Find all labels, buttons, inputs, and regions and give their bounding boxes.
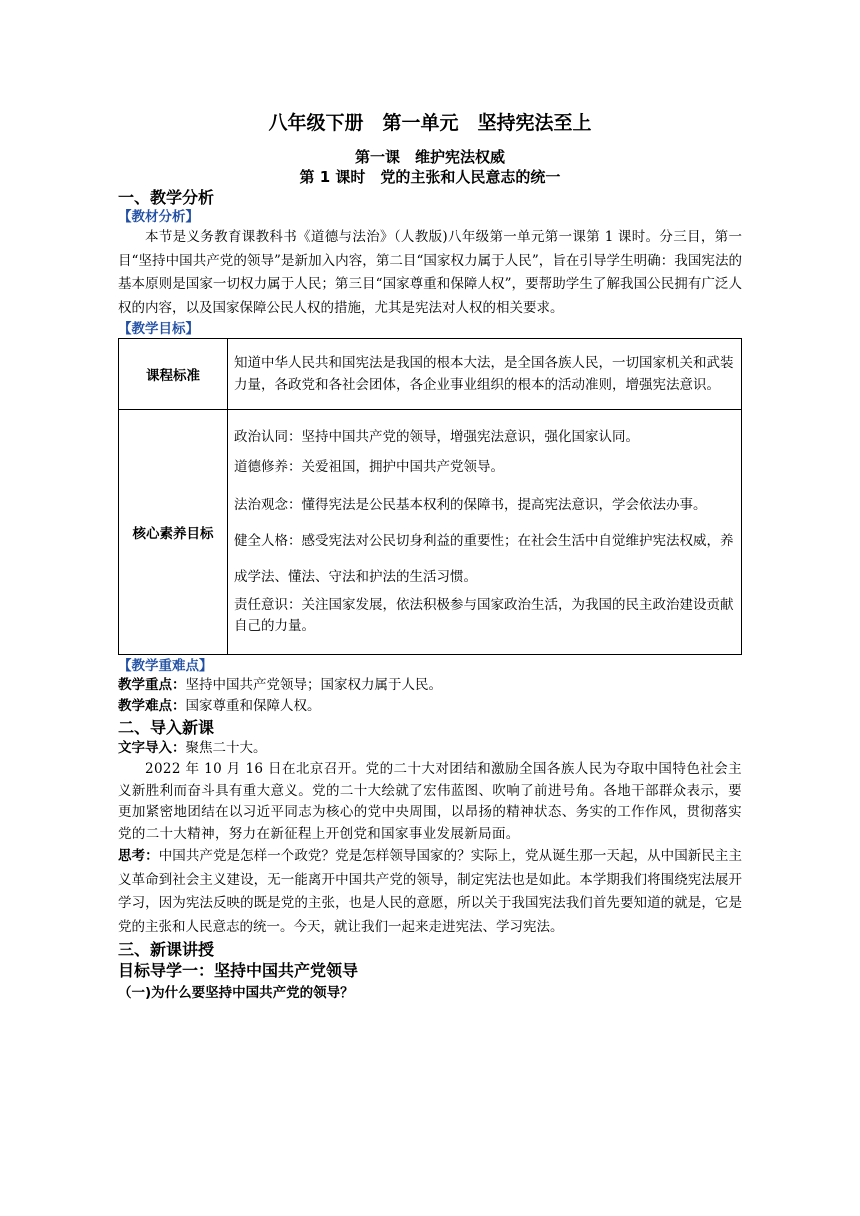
table-row [119,339,742,410]
section-heading-analysis: 一、教学分析 [118,188,215,207]
core-goal-responsibility: 责任意识：关注国家发展，依法积极参与国家政治生活，为我国的民主政治建设贡献自己的力量。 [234,597,734,634]
teaching-focus-label: 教学重点： [118,677,186,693]
teaching-focus-text: 坚持中国共产党领导；国家权力属于人民。 [185,677,442,693]
teaching-difficulty-text: 国家尊重和保障人权。 [185,698,321,714]
core-literacy-label: 核心素养目标 [119,410,228,655]
section-heading-new-lesson: 三、新课讲授 [118,940,215,959]
text-intro-label: 文字导入： [118,740,186,756]
think-text: 中国共产党是怎样一个政党？党是怎样领导国家的？实际上，党从诞生那一天起，从中国新民主主义革命到社会主义建设，无一能离开中国共产党的领导，制定宪法也是如此。本学期我们将围绕宪法展开学习，因为宪法反映的既是党的主张，也是人民的意愿，所以关于我国宪法我们首先要知道的就是，它是党的主张和人民意志的统一。今天，就让我们一起来走进宪法、学习宪法。 [118,848,743,935]
page-title: 八年级下册 第一单元 坚持宪法至上 [268,112,592,134]
period-title: 第 1 课时 党的主张和人民意志的统一 [299,168,561,186]
news-paragraph: 2022 年 10 月 16 日在北京召开。党的二十大对团结和激励全国各族人民为夺取中国特色社会主义新胜利而奋斗具有重大意义。党的二十大绘就了宏伟蓝图、吹响了前进号角。各地干部群众表示，要更加紧密地团结在以习近平同志为核心的党中央周围，以昂扬的精神状态、务实的工作作风，贯彻落实党的二十大精神，努力在新征程上开创党和国家事业发展新局面。 [118,761,742,842]
core-goal-moral: 道德修养：关爱祖国，拥护中国共产党领导。 [234,459,504,475]
table-row [119,410,742,655]
think-label: 思考： [118,848,159,864]
textbook-analysis-tag: 【教材分析】 [118,209,199,225]
goal-heading-1: 目标导学一：坚持中国共产党领导 [118,961,359,980]
textbook-analysis-text: 本节是义务教育课教科书《道德与法治》（人教版)八年级第一单元第一课第 1 课时。分三目，第一目“坚持中国共产党的领导”是新加入内容，第二目“国家权力属于人民”，旨在引导学生明确：我国宪法的基本原则是国家一切权力属于人民；第三目“国家尊重和保障人权”，要帮助学生了解我国公民拥有广泛人权的内容，以及国家保障公民人权的措施，尤其是宪法对人权的相关要求。 [118,229,742,316]
core-goal-legal: 法治观念：懂得宪法是公民基本权利的保障书，提高宪法意识，学会依法办事。 [234,497,707,513]
think-paragraph [118,845,742,939]
document-page [118,110,742,1004]
curriculum-standard-label: 课程标准 [119,339,228,410]
curriculum-standard-text: 知道中华人民共和国宪法是我国的根本大法，是全国各族人民，一切国家机关和武装力量，各政党和各社会团体，各企业事业组织的根本的活动准则，增强宪法意识。 [228,339,742,410]
question-heading-1: （一)为什么要坚持中国共产党的领导？ [118,985,354,1001]
teaching-difficulty-label: 教学难点： [118,698,186,714]
core-literacy-cell [228,410,742,655]
core-goal-political: 政治认同：坚持中国共产党的领导，增强宪法意识，强化国家认同。 [234,429,639,445]
key-points-tag: 【教学重难点】 [118,658,213,674]
teaching-goals-table [118,338,742,655]
text-intro-value: 聚焦二十大。 [185,740,267,756]
lesson-title: 第一课 维护宪法权威 [354,148,505,166]
teaching-goals-tag: 【教学目标】 [118,321,199,337]
section-heading-intro: 二、导入新课 [118,718,215,737]
core-goal-personality: 健全人格：感受宪法对公民切身利益的重要性；在社会生活中自觉维护宪法权威，养成学法、懂法、守法和护法的生活习惯。 [234,533,734,585]
text-intro [118,738,742,759]
teaching-focus [118,675,742,696]
teaching-difficulty [118,696,742,717]
